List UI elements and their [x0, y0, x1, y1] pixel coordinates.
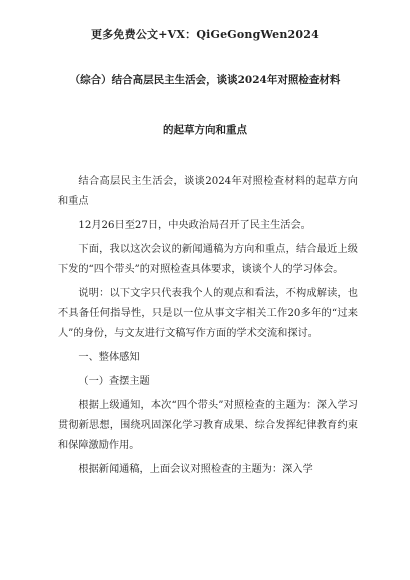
section-heading: 一、整体感知 — [78, 352, 140, 363]
header-watermark: 更多免费公文+VX：QiGeGongWen2024 — [91, 28, 319, 41]
paragraph: 结合高层民主生活会，谈谈2024年对照检查材料的起草方向和重点 — [58, 176, 358, 207]
subsection-heading: （一）查摆主题 — [78, 376, 150, 387]
document-title-line-1: （综合）结合高层民主生活会，谈谈2024年对照检查材料 — [69, 74, 341, 86]
paragraph: 根据新闻通稿，上面会议对照检查的主题为：深入学 — [78, 464, 313, 475]
document-title-line-2: 的起草方向和重点 — [163, 124, 247, 136]
paragraph: 说明：以下文字只代表我个人的观点和看法，不构成解读，也不具备任何指导性，只是以一位从事文字相关工作20多年的“过来人”的身份，与文友进行文稿写作方面的学术交流和探讨。 — [58, 288, 358, 339]
paragraph: 下面，我以这次会议的新闻通稿为方向和重点，结合最近上级下发的“四个带头”的对照检查具体要求，谈谈个人的学习体会。 — [58, 244, 358, 275]
paragraph: 12月26日至27日，中央政治局召开了民主生活会。 — [78, 220, 311, 231]
paragraph: 根据上级通知，本次“四个带头”对照检查的主题为：深入学习贯彻新思想，围绕巩固深化学习教育成果、综合发挥纪律教育约束和保障激励作用。 — [58, 400, 358, 451]
document-body — [58, 172, 358, 484]
